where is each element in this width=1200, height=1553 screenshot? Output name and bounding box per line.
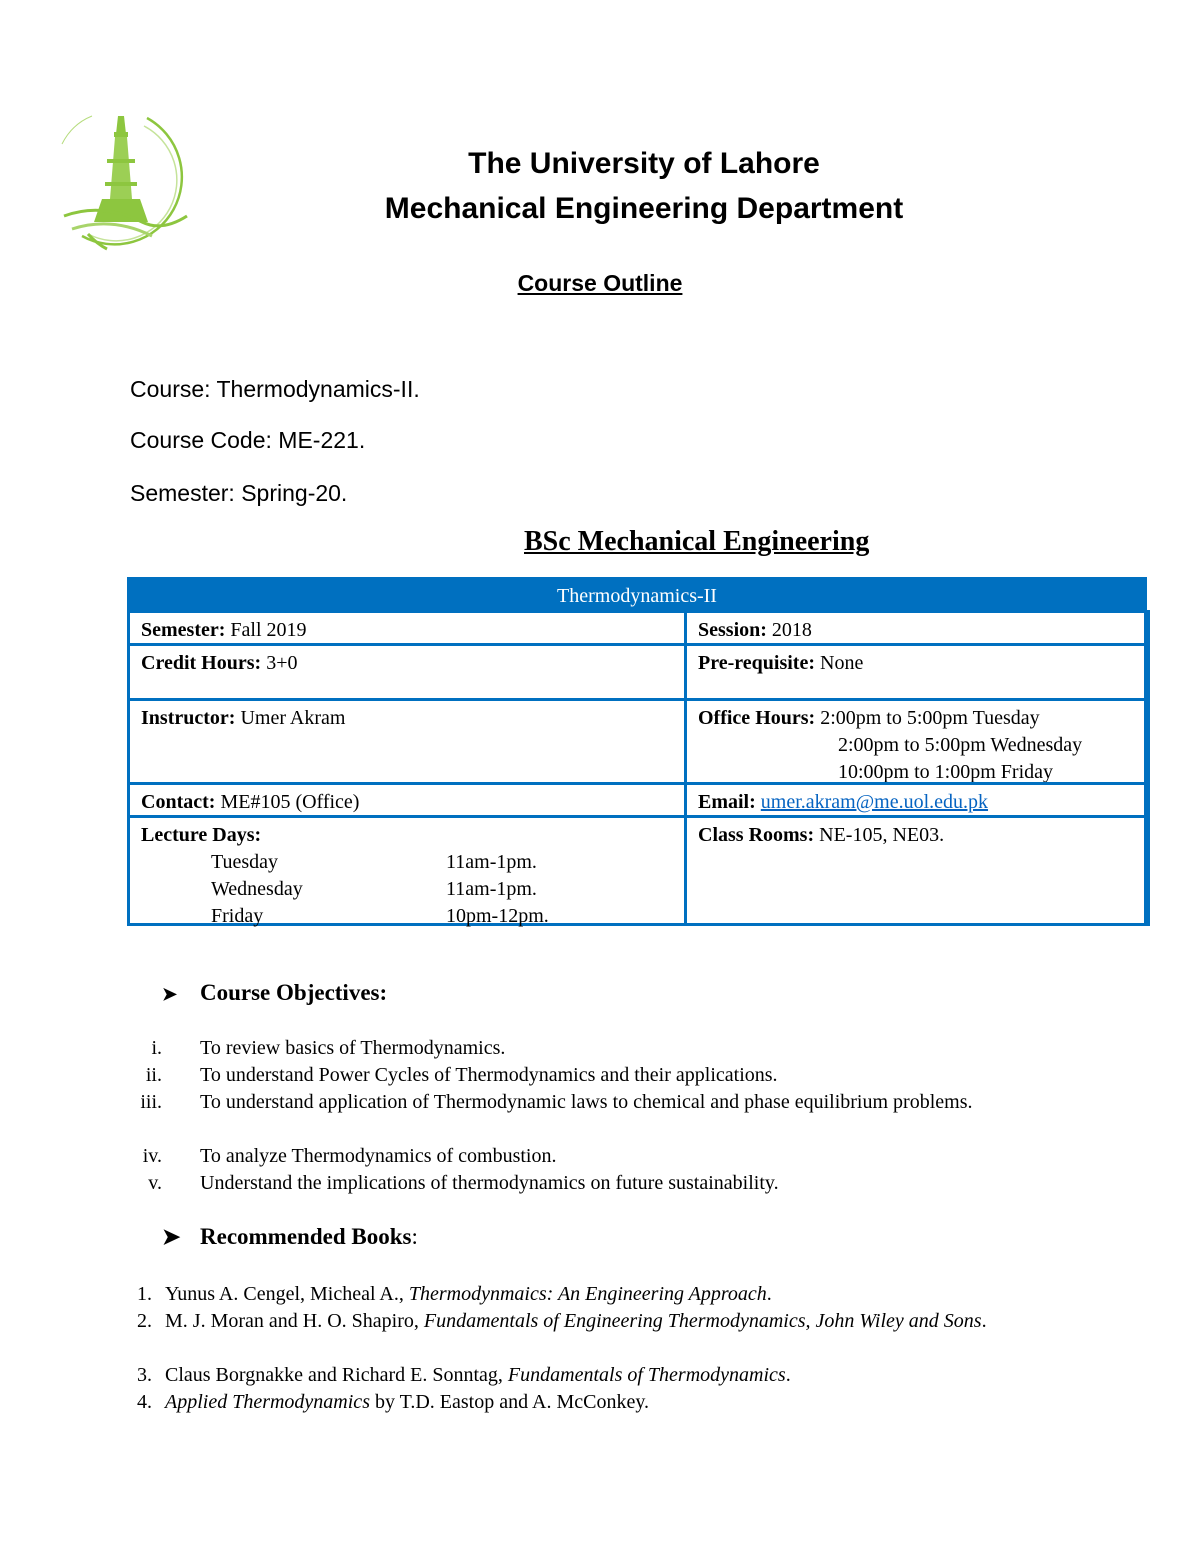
- class-rooms-value: NE-105, NE03.: [819, 824, 945, 846]
- book-item: 1. Yunus A. Cengel, Micheal A., Thermodynmaics: An Engineering Approach.: [137, 1283, 772, 1305]
- office-hours-line: 2:00pm to 5:00pm Tuesday: [820, 707, 1040, 729]
- email-cell: Email: umer.akram@me.uol.edu.pk: [684, 782, 1150, 818]
- book-item: 4. Applied Thermodynamics by T.D. Eastop and A. McConkey.: [137, 1391, 650, 1413]
- page-title: Course Outline: [517, 270, 683, 296]
- lecture-day: Tuesday: [211, 851, 279, 873]
- credit-hours-value: 3+0: [266, 652, 298, 674]
- office-hours-cell: Office Hours: 2:00pm to 5:00pm Tuesday 2:00pm to 5:00pm Wednesday 10:00pm to 1:00pm Friday: [684, 698, 1150, 785]
- instructor-cell: Instructor: Umer Akram: [127, 698, 687, 785]
- semester-cell: Semester: Fall 2019: [127, 610, 687, 646]
- semester-value: Fall 2019: [230, 619, 307, 641]
- lecture-time: 11am-1pm.: [446, 878, 537, 900]
- class-rooms-cell: Class Rooms: NE-105, NE03.: [684, 815, 1150, 926]
- objectives-heading: ➤ Course Objectives:: [162, 980, 388, 1005]
- table-title: Thermodynamics-II: [130, 580, 1144, 610]
- session-value: 2018: [771, 619, 812, 641]
- session-cell: Session: 2018: [684, 610, 1150, 646]
- email-link[interactable]: umer.akram@me.uol.edu.pk: [760, 791, 989, 813]
- book-item: 2. M. J. Moran and H. O. Shapiro, Fundamentals of Engineering Thermodynamics, John Wiley and Sons.: [137, 1310, 987, 1332]
- lecture-days-cell: Lecture Days: Tuesday 11am-1pm. Wednesday 11am-1pm. Friday 10pm-12pm.: [127, 815, 687, 926]
- semester-line: Semester: Spring-20.: [130, 480, 348, 506]
- program-title: BSc Mechanical Engineering: [524, 526, 870, 557]
- lecture-time: 11am-1pm.: [446, 851, 537, 873]
- books-heading: ➤ Recommended Books:: [162, 1224, 418, 1249]
- book-item: 3. Claus Borgnakke and Richard E. Sonntag, Fundamentals of Thermodynamics.: [137, 1364, 791, 1386]
- arrow-bullet-icon: ➤: [162, 1224, 181, 1249]
- contact-value: ME#105 (Office): [220, 791, 360, 813]
- course-name: Course: Thermodynamics-II.: [130, 376, 420, 402]
- department-name: Mechanical Engineering Department: [384, 192, 904, 225]
- office-hours-line: 10:00pm to 1:00pm Friday: [838, 761, 1053, 783]
- lecture-day: Wednesday: [211, 878, 303, 900]
- prerequisite-value: None: [820, 652, 864, 674]
- course-code: Course Code: ME-221.: [130, 427, 366, 453]
- credit-hours-cell: Credit Hours: 3+0: [127, 643, 687, 701]
- instructor-value: Umer Akram: [240, 707, 346, 729]
- arrow-bullet-icon: ➤: [162, 984, 178, 1004]
- lecture-time: 10pm-12pm.: [446, 905, 549, 927]
- contact-cell: Contact: ME#105 (Office): [127, 782, 687, 818]
- office-hours-line: 2:00pm to 5:00pm Wednesday: [838, 734, 1083, 756]
- course-details-table: [127, 577, 1147, 926]
- prerequisite-cell: Pre-requisite: None: [684, 643, 1150, 701]
- university-name: The University of Lahore: [468, 147, 820, 180]
- lecture-day: Friday: [211, 905, 264, 927]
